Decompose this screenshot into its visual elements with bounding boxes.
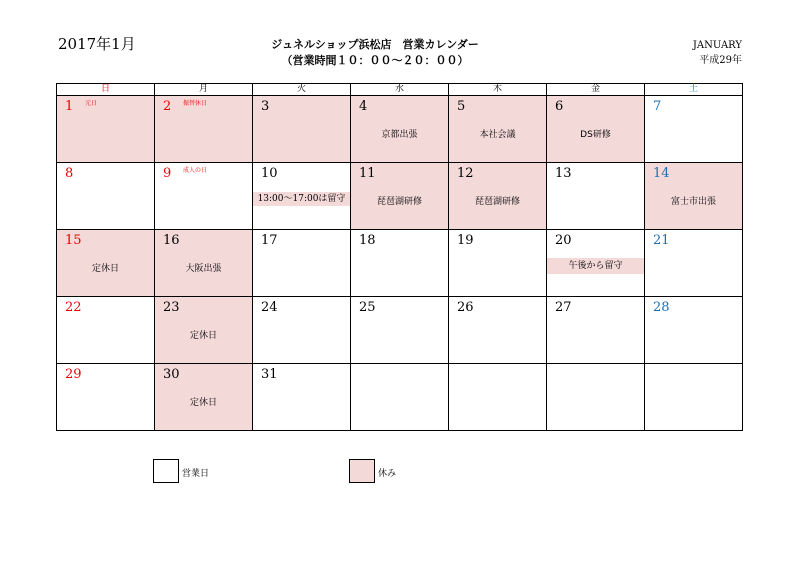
day-cell (57, 230, 155, 297)
day-cell (155, 230, 253, 297)
legend-closed-swatch (349, 459, 375, 483)
day-number: 5 (457, 99, 466, 114)
holiday-note: 振替休日 (183, 100, 208, 107)
legend-open-label: 営業日 (182, 469, 210, 479)
day-cell (645, 163, 743, 230)
weekday-tue: 火 (253, 84, 351, 96)
day-number: 14 (653, 166, 670, 181)
day-cell (351, 163, 449, 230)
day-number: 16 (163, 233, 180, 248)
weekday-fri: 金 (547, 84, 645, 96)
day-number: 23 (163, 300, 180, 315)
day-cell (449, 230, 547, 297)
day-number: 13 (555, 166, 572, 181)
day-cell (449, 297, 547, 364)
weekday-thu: 木 (449, 84, 547, 96)
day-cell (351, 230, 449, 297)
weekday-header-row (57, 84, 743, 96)
weekday-wed: 水 (351, 84, 449, 96)
day-number: 11 (359, 166, 376, 181)
day-cell (449, 364, 547, 431)
absence-note: 午後から留守 (547, 258, 644, 274)
calendar-grid (56, 83, 743, 431)
week-row (57, 96, 743, 163)
day-cell (645, 364, 743, 431)
month-english: JANUARY (692, 40, 742, 51)
day-cell (547, 96, 645, 163)
day-number: 31 (261, 367, 278, 382)
day-cell (253, 230, 351, 297)
absence-note: 13:00～17:00は留守 (253, 192, 350, 206)
day-number: 24 (261, 300, 278, 315)
weekday-sun: 日 (57, 84, 155, 96)
day-number: 12 (457, 166, 474, 181)
day-number: 30 (163, 367, 180, 382)
day-cell (155, 163, 253, 230)
day-cell (547, 364, 645, 431)
day-number: 18 (359, 233, 376, 248)
day-cell (155, 297, 253, 364)
holiday-note: 元日 (85, 100, 98, 107)
day-event: 大阪出張 (185, 264, 222, 274)
legend-closed-label: 休み (378, 469, 397, 479)
era-year: 平成29年 (699, 55, 742, 66)
business-hours: （営業時間１０：００～２０：００） (281, 54, 469, 67)
day-number: 8 (65, 166, 74, 181)
calendar-heading (250, 37, 500, 69)
day-cell (449, 163, 547, 230)
day-number: 7 (653, 99, 662, 114)
day-event: 琵琶湖研修 (474, 197, 520, 207)
day-cell (57, 96, 155, 163)
day-number: 25 (359, 300, 376, 315)
day-number: 26 (457, 300, 474, 315)
day-cell (155, 364, 253, 431)
day-number: 9 (163, 166, 172, 181)
day-cell (253, 163, 351, 230)
day-event: 京都出張 (381, 130, 418, 140)
day-number: 15 (65, 233, 82, 248)
day-number: 19 (457, 233, 474, 248)
day-event: 本社会議 (479, 130, 516, 140)
day-cell (547, 297, 645, 364)
day-cell (57, 163, 155, 230)
holiday-note: 成人の日 (183, 167, 208, 174)
day-cell (57, 364, 155, 431)
day-number: 1 (65, 99, 74, 114)
day-cell (351, 297, 449, 364)
day-number: 6 (555, 99, 564, 114)
day-cell (547, 230, 645, 297)
shop-title: ジュネルショップ浜松店 営業カレンダー (271, 38, 479, 51)
month-meta (693, 38, 742, 68)
weekday-mon: 月 (155, 84, 253, 96)
week-row (57, 163, 743, 230)
day-cell (351, 364, 449, 431)
day-cell (351, 96, 449, 163)
day-cell (253, 96, 351, 163)
day-number: 17 (261, 233, 278, 248)
weekday-sat: 土 (645, 84, 743, 96)
day-number: 27 (555, 300, 572, 315)
day-cell (155, 96, 253, 163)
legend-open-swatch (153, 459, 179, 483)
day-number: 4 (359, 99, 368, 114)
day-cell (253, 364, 351, 431)
day-cell (547, 163, 645, 230)
day-cell (253, 297, 351, 364)
week-row (57, 230, 743, 297)
day-number: 2 (163, 99, 172, 114)
day-number: 22 (65, 300, 82, 315)
day-event: DS研修 (580, 130, 611, 140)
day-cell (645, 96, 743, 163)
day-number: 3 (261, 99, 270, 114)
day-cell (449, 96, 547, 163)
week-row (57, 297, 743, 364)
day-event: 定休日 (189, 331, 217, 341)
day-number: 21 (653, 233, 670, 248)
day-cell (57, 297, 155, 364)
day-cell (645, 297, 743, 364)
day-number: 29 (65, 367, 82, 382)
day-event: 定休日 (189, 398, 217, 408)
week-row (57, 364, 743, 431)
month-title: 2017年1月 (58, 35, 136, 53)
day-number: 20 (555, 233, 572, 248)
day-number: 28 (653, 300, 670, 315)
day-cell (645, 230, 743, 297)
day-event: 富士市出張 (670, 197, 716, 207)
day-event: 琵琶湖研修 (376, 197, 422, 207)
day-event: 定休日 (91, 264, 119, 274)
day-number: 10 (261, 166, 278, 181)
